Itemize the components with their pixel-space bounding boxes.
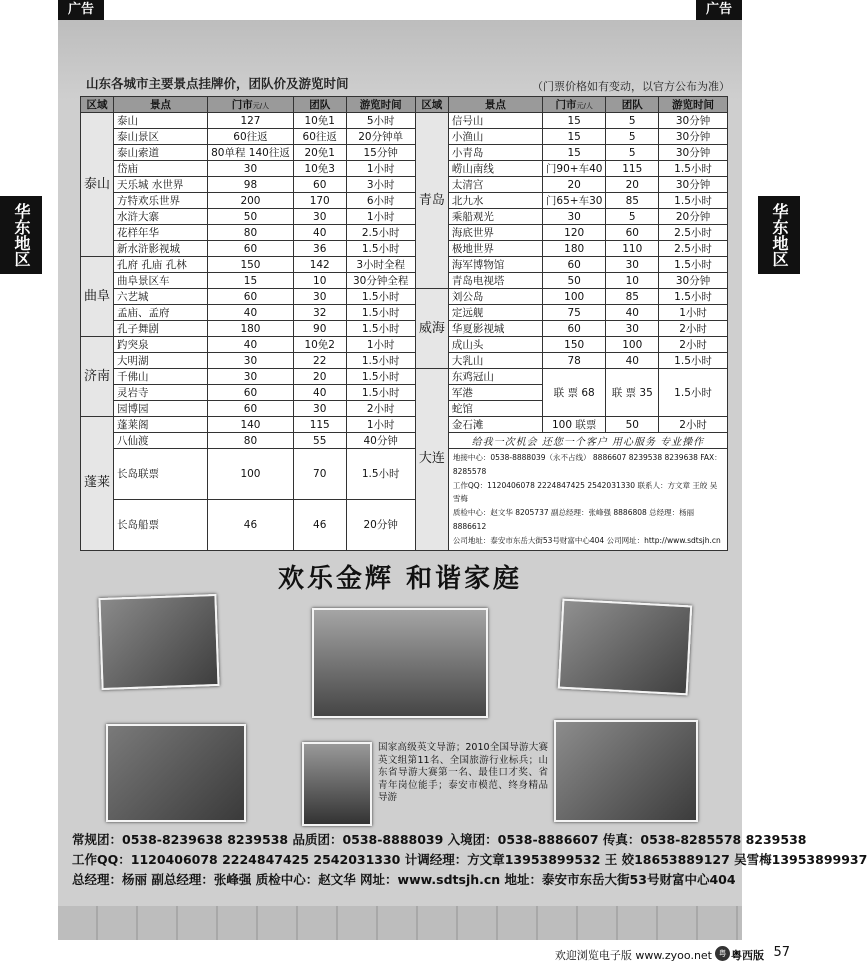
cell-time: 30分钟 xyxy=(659,145,728,161)
table-row xyxy=(81,161,728,177)
cell-group: 40 xyxy=(293,225,346,241)
header-region: 区域 xyxy=(81,97,114,113)
cell-gate: 140 xyxy=(208,417,294,433)
cell-time: 1小时 xyxy=(346,417,415,433)
cell-time: 30分钟全程 xyxy=(346,273,415,289)
cell-time: 3小时全程 xyxy=(346,257,415,273)
cell-group: 60往返 xyxy=(293,129,346,145)
cell-time: 2.5小时 xyxy=(659,225,728,241)
cell-time: 1小时 xyxy=(346,209,415,225)
page-number: 57 xyxy=(773,945,790,960)
cell-group: 10免2 xyxy=(293,337,346,353)
region-cell: 青岛 xyxy=(415,113,448,289)
cell-group: 46 xyxy=(293,499,346,550)
contacts-block xyxy=(72,830,867,890)
cell-spot: 军港 xyxy=(448,385,542,401)
table-row xyxy=(81,321,728,337)
cell-gate: 50 xyxy=(208,209,294,225)
cell-spot: 刘公岛 xyxy=(448,289,542,305)
info-line: 公司地址：泰安市东岳大街53号财富中心404 公司网址：http://www.sdtsjh.cn xyxy=(452,535,721,545)
table-row xyxy=(81,145,728,161)
cell-gate: 46 xyxy=(208,499,294,550)
table-row xyxy=(81,305,728,321)
contact-line: 工作QQ：1120406078 2224847425 2542031330 计调经理：方文章13953899532 王 姣18653889127 吴雪梅13953899937 xyxy=(72,852,867,867)
footer-edition: 粤西版 xyxy=(731,949,764,962)
cell-group: 22 xyxy=(293,353,346,369)
cell-spot: 泰山 xyxy=(114,113,208,129)
workspace-photo xyxy=(558,599,693,696)
cell-spot: 东鸡冠山 xyxy=(448,369,542,385)
table-row xyxy=(81,177,728,193)
cell-group: 5 xyxy=(606,145,659,161)
cell-group: 55 xyxy=(293,433,346,449)
cell-group: 142 xyxy=(293,257,346,273)
cell-time: 1.5小时 xyxy=(659,161,728,177)
cell-gate: 30 xyxy=(208,161,294,177)
cell-spot: 海军博物馆 xyxy=(448,257,542,273)
cell-gate: 30 xyxy=(208,353,294,369)
cell-spot: 园博园 xyxy=(114,401,208,417)
cell-gate: 30 xyxy=(208,369,294,385)
region-cell: 泰山 xyxy=(81,113,114,257)
table-row xyxy=(81,273,728,289)
cell-group: 30 xyxy=(293,209,346,225)
cell-time: 1.5小时 xyxy=(346,321,415,337)
cell-time: 2小时 xyxy=(346,401,415,417)
cell-spot: 北九水 xyxy=(448,193,542,209)
cell-time: 1小时 xyxy=(346,161,415,177)
cell-spot: 八仙渡 xyxy=(114,433,208,449)
cell-gate: 60往返 xyxy=(208,129,294,145)
table-row xyxy=(81,225,728,241)
cell-spot: 太清宫 xyxy=(448,177,542,193)
cell-gate: 100 联票 xyxy=(542,417,606,433)
cell-spot: 岱庙 xyxy=(114,161,208,177)
cell-time: 6小时 xyxy=(346,193,415,209)
cell-gate: 120 xyxy=(542,225,606,241)
table-row xyxy=(81,433,728,449)
table-row xyxy=(81,417,728,433)
header-group-2: 团队 xyxy=(606,97,659,113)
cell-spot: 方特欢乐世界 xyxy=(114,193,208,209)
cell-group: 20 xyxy=(606,177,659,193)
ad-label-right: 广告 xyxy=(696,0,742,20)
region-cell: 大连 xyxy=(415,369,448,551)
region-cell: 蓬莱 xyxy=(81,417,114,551)
cell-group: 30 xyxy=(293,289,346,305)
info-line: 质检中心：赵文华 8205737 副总经理：张峰强 8886808 总经理：杨丽 8886612 xyxy=(452,508,695,531)
region-cell: 曲阜 xyxy=(81,257,114,337)
cell-group: 40 xyxy=(293,385,346,401)
cell-time: 1.5小时 xyxy=(346,353,415,369)
cell-gate: 40 xyxy=(208,305,294,321)
table-row xyxy=(81,129,728,145)
cell-spot: 孔府 孔庙 孔林 xyxy=(114,257,208,273)
cell-spot: 极地世界 xyxy=(448,241,542,257)
cell-gate: 80单程 140往返 xyxy=(208,145,294,161)
cell-time: 1.5小时 xyxy=(659,353,728,369)
cell-gate: 50 xyxy=(542,273,606,289)
cell-group: 85 xyxy=(606,289,659,305)
cell-spot: 泰山景区 xyxy=(114,129,208,145)
table-row xyxy=(81,289,728,305)
region-cell: 济南 xyxy=(81,337,114,417)
cell-spot: 崂山南线 xyxy=(448,161,542,177)
combo-gate: 联 票 68 xyxy=(542,369,606,417)
cell-time: 1.5小时 xyxy=(346,385,415,401)
cell-time: 15分钟 xyxy=(346,145,415,161)
header-time-2: 游览时间 xyxy=(659,97,728,113)
cell-time: 1.5小时 xyxy=(346,305,415,321)
cell-time: 3小时 xyxy=(346,177,415,193)
cell-spot: 孔子舞剧 xyxy=(114,321,208,337)
price-note: （门票价格如有变动，以官方公布为准） xyxy=(532,80,730,93)
cell-spot: 长岛船票 xyxy=(114,499,208,550)
cell-group: 60 xyxy=(293,177,346,193)
cell-spot: 大乳山 xyxy=(448,353,542,369)
cell-spot: 蓬莱阁 xyxy=(114,417,208,433)
cell-spot: 小渔山 xyxy=(448,129,542,145)
publisher-logo-icon: 粤 xyxy=(715,946,730,961)
cell-group: 30 xyxy=(606,321,659,337)
contact-line: 总经理：杨丽 副总经理：张峰强 质检中心：赵文华 网址：www.sdtsjh.cn 地址：泰安市东岳大街53号财富中心404 xyxy=(72,872,736,887)
cell-gate: 门65+车30 xyxy=(542,193,606,209)
cell-gate: 75 xyxy=(542,305,606,321)
cell-gate: 门90+车40 xyxy=(542,161,606,177)
cell-spot: 乘船观光 xyxy=(448,209,542,225)
cell-group: 110 xyxy=(606,241,659,257)
cell-gate: 180 xyxy=(208,321,294,337)
cell-spot: 天乐城 水世界 xyxy=(114,177,208,193)
team-photo xyxy=(312,608,488,718)
cell-time: 1.5小时 xyxy=(659,289,728,305)
cell-time: 1.5小时 xyxy=(346,449,415,500)
cell-spot: 花样年华 xyxy=(114,225,208,241)
header-group: 团队 xyxy=(293,97,346,113)
cell-spot: 泰山索道 xyxy=(114,145,208,161)
table-row xyxy=(81,241,728,257)
reception-photo xyxy=(106,724,246,822)
table-row xyxy=(81,113,728,129)
cell-group: 100 xyxy=(606,337,659,353)
cell-group: 30 xyxy=(293,401,346,417)
cell-time: 1小时 xyxy=(659,305,728,321)
cell-gate: 60 xyxy=(208,241,294,257)
cell-time: 1.5小时 xyxy=(346,241,415,257)
cell-gate: 150 xyxy=(542,337,606,353)
guide-bio: 国家高级英文导游；2010全国导游大赛英文组第11名、全国旅游行业标兵；山东省导游大赛第一名、最佳口才奖、省青年岗位能手；泰安市模范、终身精品导游 xyxy=(378,742,548,803)
cell-gate: 30 xyxy=(542,209,606,225)
cell-group: 70 xyxy=(293,449,346,500)
cell-spot: 千佛山 xyxy=(114,369,208,385)
company-info xyxy=(448,449,727,551)
cell-gate: 60 xyxy=(208,385,294,401)
cell-gate: 60 xyxy=(208,401,294,417)
header-gate: 门市元/人 xyxy=(208,97,294,113)
cell-spot: 长岛联票 xyxy=(114,449,208,500)
info-line: 工作QQ：1120406078 2224847425 2542031330 联系人：方文章 王皎 吴雪梅 xyxy=(452,480,718,504)
cell-spot: 孟庙、孟府 xyxy=(114,305,208,321)
cell-spot: 蛇馆 xyxy=(448,401,542,417)
office-photo xyxy=(98,594,219,690)
cell-group: 30 xyxy=(606,257,659,273)
cell-spot: 六艺城 xyxy=(114,289,208,305)
price-table xyxy=(80,96,728,551)
table-row xyxy=(81,337,728,353)
cell-gate: 150 xyxy=(208,257,294,273)
header-time: 游览时间 xyxy=(346,97,415,113)
cell-gate: 15 xyxy=(542,129,606,145)
cell-group: 40 xyxy=(606,305,659,321)
cell-spot: 大明湖 xyxy=(114,353,208,369)
cell-spot: 水浒大寨 xyxy=(114,209,208,225)
cell-gate: 15 xyxy=(542,113,606,129)
cell-gate: 80 xyxy=(208,225,294,241)
header-spot: 景点 xyxy=(114,97,208,113)
cell-group: 20 xyxy=(293,369,346,385)
cell-group: 5 xyxy=(606,113,659,129)
cell-spot: 趵突泉 xyxy=(114,337,208,353)
cell-group: 36 xyxy=(293,241,346,257)
table-row xyxy=(81,449,728,500)
cell-gate: 200 xyxy=(208,193,294,209)
cell-group: 90 xyxy=(293,321,346,337)
cell-time: 30分钟 xyxy=(659,177,728,193)
combo-time: 1.5小时 xyxy=(659,369,728,417)
table-row xyxy=(81,257,728,273)
cell-gate: 15 xyxy=(542,145,606,161)
cell-time: 20分钟单 xyxy=(346,129,415,145)
cell-spot: 金石滩 xyxy=(448,417,542,433)
cell-group: 50 xyxy=(606,417,659,433)
table-row xyxy=(81,353,728,369)
cell-spot: 海底世界 xyxy=(448,225,542,241)
contact-line: 常规团：0538-8239638 8239538 品质团：0538-8888039 入境团：0538-8886607 传真：0538-8285578 8239538 xyxy=(72,832,807,847)
side-label-left: 华东地区 xyxy=(0,196,42,274)
cell-group: 170 xyxy=(293,193,346,209)
combo-group: 联 票 35 xyxy=(606,369,659,417)
cell-gate: 60 xyxy=(542,257,606,273)
cell-gate: 80 xyxy=(208,433,294,449)
cell-group: 115 xyxy=(606,161,659,177)
cell-spot: 灵岩寺 xyxy=(114,385,208,401)
cell-time: 30分钟 xyxy=(659,273,728,289)
cell-group: 20免1 xyxy=(293,145,346,161)
cell-gate: 15 xyxy=(208,273,294,289)
banner-slogan: 欢乐金辉 和谐家庭 xyxy=(277,564,523,594)
cell-group: 5 xyxy=(606,209,659,225)
cell-time: 1小时 xyxy=(346,337,415,353)
cell-time: 2小时 xyxy=(659,337,728,353)
side-label-right: 华东地区 xyxy=(758,196,800,274)
brick-wall-decoration xyxy=(58,906,742,940)
cell-spot: 华夏影视城 xyxy=(448,321,542,337)
cell-group: 10 xyxy=(606,273,659,289)
cell-group: 10免1 xyxy=(293,113,346,129)
cell-group: 10 xyxy=(293,273,346,289)
table-row xyxy=(81,193,728,209)
price-table-title: 山东各城市主要景点挂牌价，团队价及游览时间 xyxy=(86,76,349,91)
cell-spot: 青岛电视塔 xyxy=(448,273,542,289)
cell-group: 40 xyxy=(606,353,659,369)
cell-gate: 100 xyxy=(208,449,294,500)
cell-group: 115 xyxy=(293,417,346,433)
cell-gate: 60 xyxy=(208,289,294,305)
ad-label-left: 广告 xyxy=(58,0,104,20)
page-footer xyxy=(0,943,800,965)
cell-time: 30分钟 xyxy=(659,113,728,129)
cell-spot: 小青岛 xyxy=(448,145,542,161)
cell-time: 30分钟 xyxy=(659,129,728,145)
cell-group: 5 xyxy=(606,129,659,145)
cell-time: 1.5小时 xyxy=(659,193,728,209)
cell-spot: 新水浒影视城 xyxy=(114,241,208,257)
cell-gate: 127 xyxy=(208,113,294,129)
cell-time: 2小时 xyxy=(659,417,728,433)
footer-website[interactable]: 欢迎浏览电子版 www.zyoo.net xyxy=(554,949,712,962)
manager-photo xyxy=(554,720,698,822)
cell-time: 20分钟 xyxy=(659,209,728,225)
cell-group: 60 xyxy=(606,225,659,241)
table-row xyxy=(81,209,728,225)
cell-time: 2.5小时 xyxy=(346,225,415,241)
table-row xyxy=(81,369,728,385)
info-line: 地接中心：0538-8888039（永不占线） 8886607 8239538 8239638 FAX：8285578 xyxy=(452,453,722,476)
cell-time: 1.5小时 xyxy=(659,257,728,273)
cell-gate: 40 xyxy=(208,337,294,353)
guide-portrait-photo xyxy=(302,742,372,826)
table-header-row xyxy=(81,97,728,113)
cell-time: 1.5小时 xyxy=(346,289,415,305)
cell-spot: 定远舰 xyxy=(448,305,542,321)
cell-group: 10免3 xyxy=(293,161,346,177)
header-region-2: 区域 xyxy=(415,97,448,113)
cell-time: 2小时 xyxy=(659,321,728,337)
cell-gate: 180 xyxy=(542,241,606,257)
cell-time: 5小时 xyxy=(346,113,415,129)
cell-gate: 60 xyxy=(542,321,606,337)
cell-gate: 78 xyxy=(542,353,606,369)
cell-gate: 100 xyxy=(542,289,606,305)
header-spot-2: 景点 xyxy=(448,97,542,113)
cell-gate: 98 xyxy=(208,177,294,193)
cell-group: 85 xyxy=(606,193,659,209)
region-cell: 威海 xyxy=(415,289,448,369)
cell-time: 2.5小时 xyxy=(659,241,728,257)
cell-gate: 20 xyxy=(542,177,606,193)
header-gate-2: 门市元/人 xyxy=(542,97,606,113)
cell-spot: 成山头 xyxy=(448,337,542,353)
cell-time: 1.5小时 xyxy=(346,369,415,385)
cell-spot: 信号山 xyxy=(448,113,542,129)
cell-time: 40分钟 xyxy=(346,433,415,449)
cell-group: 32 xyxy=(293,305,346,321)
cell-time: 20分钟 xyxy=(346,499,415,550)
cell-spot: 曲阜景区车 xyxy=(114,273,208,289)
company-slogan: 给我一次机会 还您一个客户 用心服务 专业操作 xyxy=(448,433,727,449)
